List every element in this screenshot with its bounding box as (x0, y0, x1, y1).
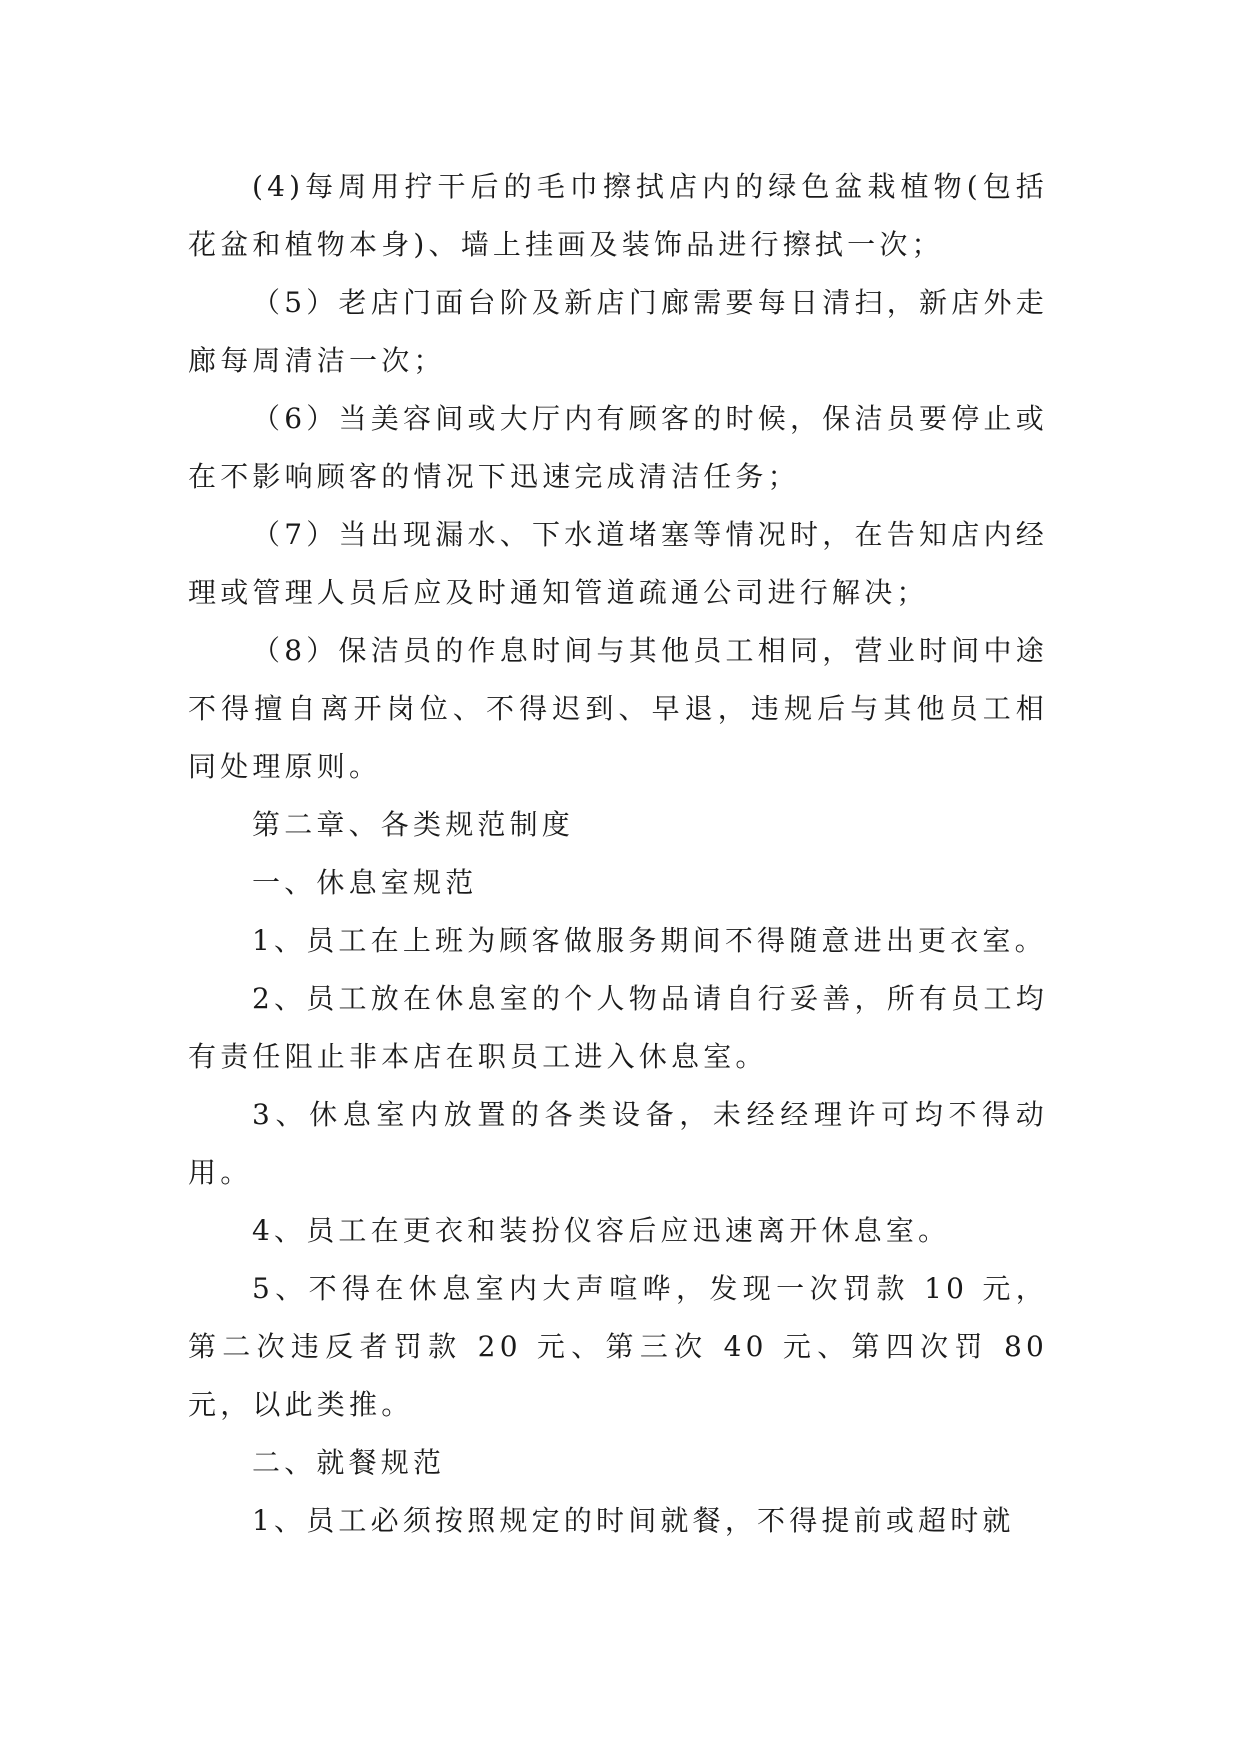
paragraph-item-6: （6）当美容间或大厅内有顾客的时候，保洁员要停止或在不影响顾客的情况下迅速完成清洁任务； (188, 402, 1048, 493)
paragraph-item-8: （8）保洁员的作息时间与其他员工相同，营业时间中途不得擅自离开岗位、不得迟到、早退，违规后与其他员工相同处理原则。 (188, 634, 1048, 783)
rest-room-rule-5: 5、不得在休息室内大声喧哗，发现一次罚款 10 元，第二次违反者罚款 20 元、第三次 40 元、第四次罚 80 元，以此类推。 (188, 1272, 1048, 1421)
rest-room-rule-2: 2、员工放在休息室的个人物品请自行妥善，所有员工均有责任阻止非本店在职员工进入休息室。 (188, 982, 1048, 1073)
paragraph-item-4: (4)每周用拧干后的毛巾擦拭店内的绿色盆栽植物(包括花盆和植物本身)、墙上挂画及装饰品进行擦拭一次； (188, 170, 1048, 261)
document-body (188, 158, 1048, 1550)
rest-room-rule-1: 1、员工在上班为顾客做服务期间不得随意进出更衣室。 (252, 924, 1047, 957)
chapter-title: 第二章、各类规范制度 (252, 808, 575, 841)
section-title-rest-room: 一、休息室规范 (252, 866, 478, 899)
section-title-dining: 二、就餐规范 (252, 1446, 446, 1479)
rest-room-rule-3: 3、休息室内放置的各类设备，未经经理许可均不得动用。 (188, 1098, 1048, 1189)
rest-room-rule-4: 4、员工在更衣和装扮仪容后应迅速离开休息室。 (252, 1214, 951, 1247)
dining-rule-1: 1、员工必须按照规定的时间就餐，不得提前或超时就 (252, 1504, 1015, 1537)
paragraph-item-5: （5）老店门面台阶及新店门廊需要每日清扫，新店外走廊每周清洁一次； (188, 286, 1048, 377)
paragraph-item-7: （7）当出现漏水、下水道堵塞等情况时，在告知店内经理或管理人员后应及时通知管道疏通公司进行解决； (188, 518, 1048, 609)
